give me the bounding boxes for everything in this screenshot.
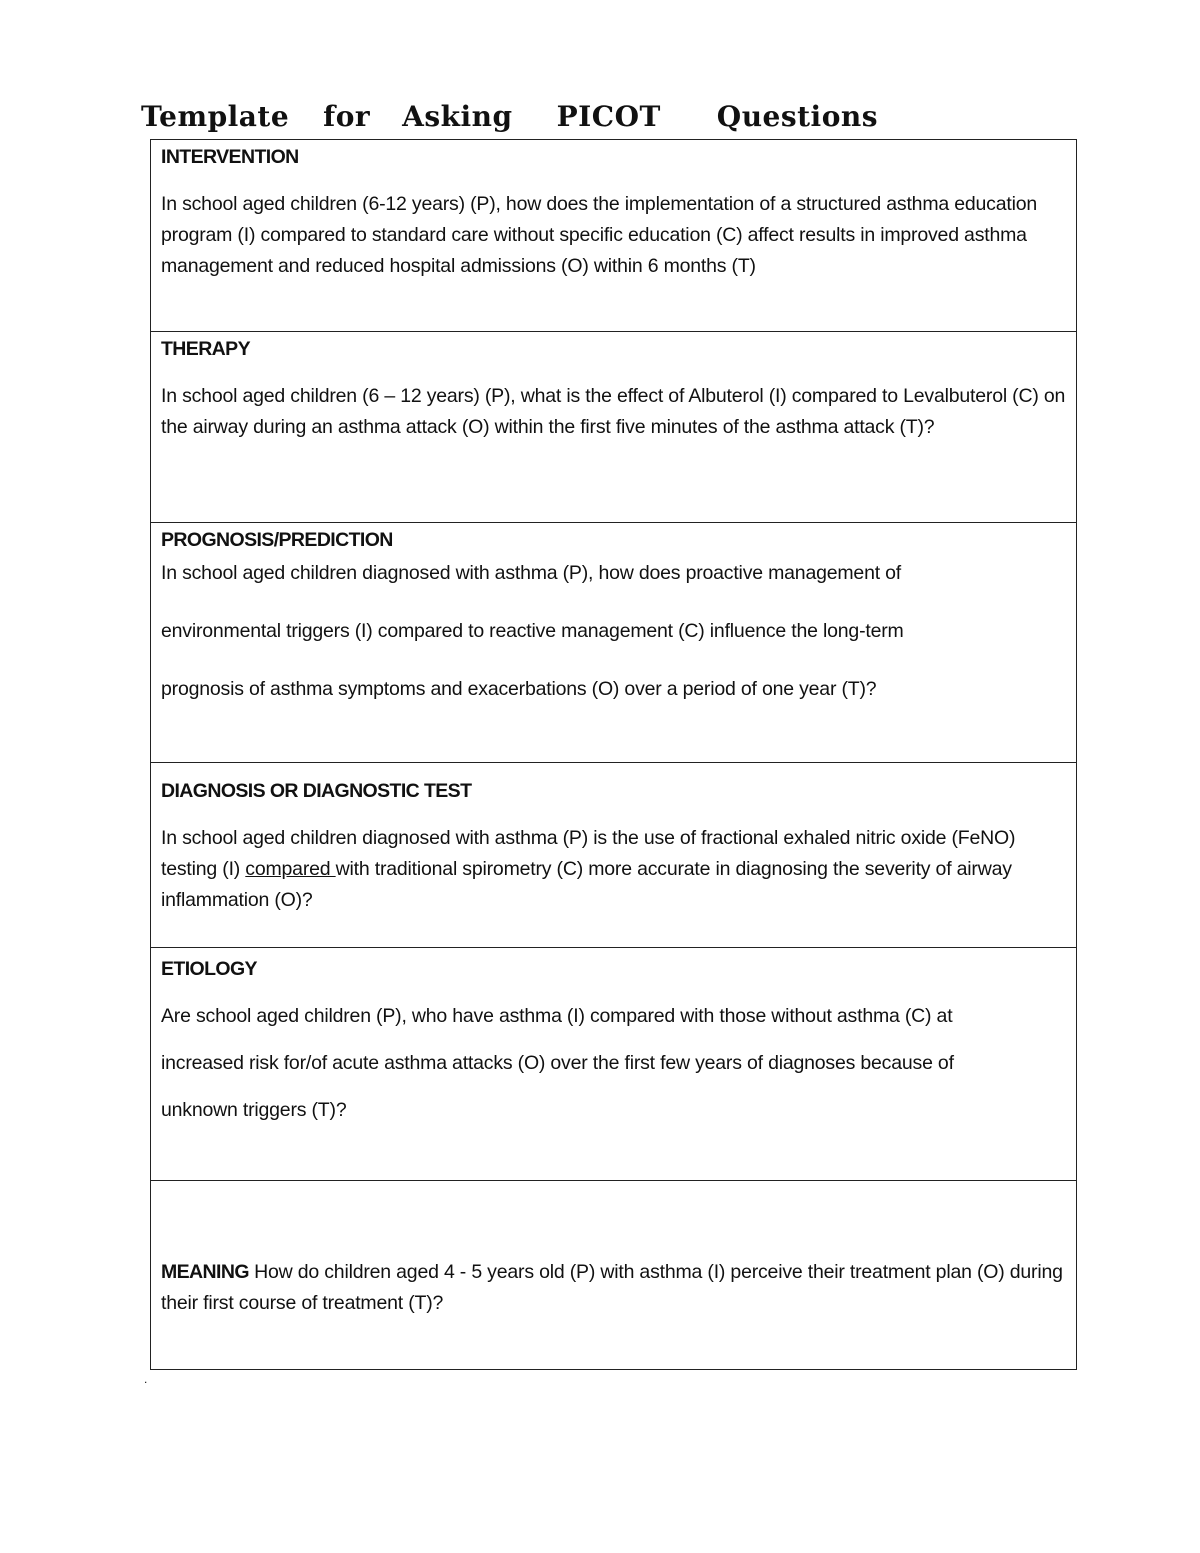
question-underlined-text: compared [245,858,336,880]
row-question [161,823,1066,916]
intervention-row [151,140,1076,332]
row-question: In school aged children (6-12 years) (P), how does the implementation of a structured asthma education program (I) compared to standard care without specific education (C) affect results in improved asthma management and reduced hospital admissions (O) within 6 months (T) [161,193,1038,277]
row-question-line: prognosis of asthma symptoms and exacerbations (O) over a period of one year (T)? [161,678,877,700]
title-word: PICOT [556,100,661,133]
row-heading: MEANING [161,1261,249,1283]
row-question [161,1257,1066,1319]
diagnosis-row [151,763,1076,948]
row-question-line: environmental triggers (I) compared to reactive management (C) influence the long-term [161,620,904,642]
row-heading: THERAPY [161,338,250,360]
page-title [141,100,878,133]
therapy-row [151,332,1076,523]
row-question-line: In school aged children diagnosed with asthma (P), how does proactive management of [161,562,902,584]
prognosis-row [151,523,1076,763]
title-word: for [323,100,371,133]
title-word: Questions [716,100,878,133]
row-heading: INTERVENTION [161,146,299,168]
picot-table [150,139,1077,1370]
row-heading: DIAGNOSIS OR DIAGNOSTIC TEST [161,780,472,802]
row-heading: PROGNOSIS/PREDICTION [161,529,393,551]
etiology-row [151,948,1076,1181]
title-word: Asking [402,100,513,133]
row-question: In school aged children (6 – 12 years) (P), what is the effect of Albuterol (I) compared to Levalbuterol (C) on the airway during an asthma attack (O) within the first five minutes of the asthma attack (T)? [161,385,1066,438]
footer-mark: . [144,1372,148,1386]
row-question-line: increased risk for/of acute asthma attacks (O) over the first few years of diagnoses because of [161,1052,954,1074]
meaning-row [151,1181,1076,1369]
row-heading: ETIOLOGY [161,958,257,980]
row-question-line: Are school aged children (P), who have asthma (I) compared with those without asthma (C) at [161,1005,953,1027]
question-text: How do children aged 4 - 5 years old (P) with asthma (I) perceive their treatment plan (O) during their first course of treatment (T)? [161,1261,1063,1314]
question-text: with traditional spirometry (C) more accurate in diagnosing the severity of airway inflammation (O)? [161,858,1012,911]
title-word: Template [141,100,290,133]
question-text: In school aged children diagnosed with asthma (P) is the use of fractional exhaled nitric oxide (FeNO) testing (I) [161,827,1016,880]
row-question-line: unknown triggers (T)? [161,1099,347,1121]
